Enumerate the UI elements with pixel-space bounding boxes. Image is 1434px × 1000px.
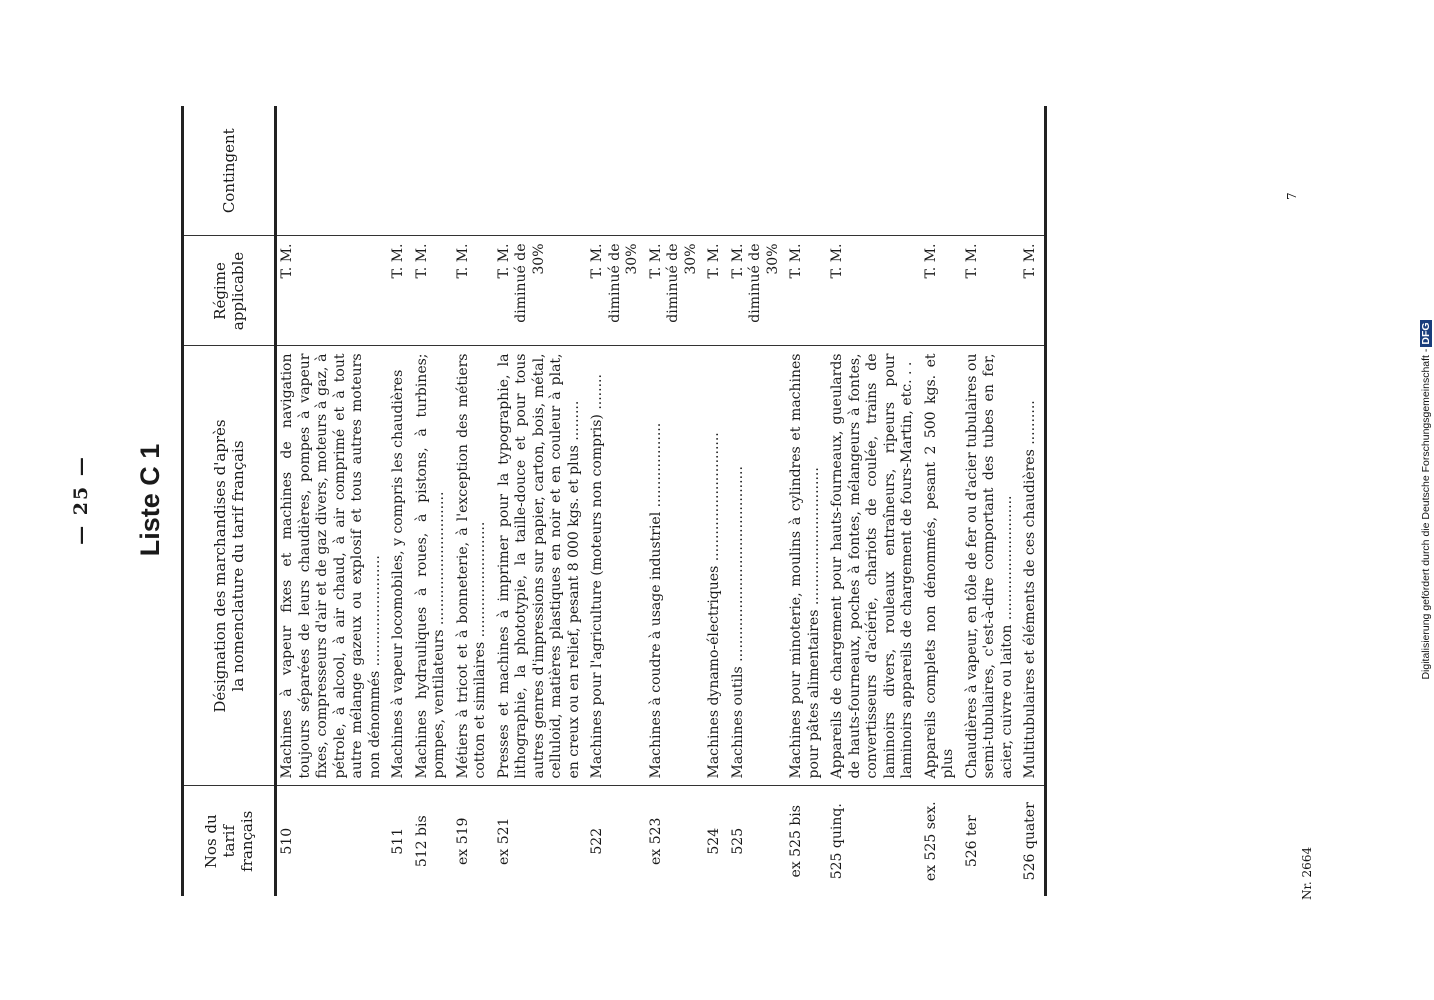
contingent-cell [728,106,787,236]
table-row [962,106,1021,896]
tariff-number-cell: 522 [589,827,605,855]
regime-cell: T. M. [786,236,827,346]
tariff-number-cell: 525 quinq. [829,803,845,880]
contingent-cell [1020,106,1045,236]
table-row [587,106,646,896]
tariff-number-cell: 525 [729,827,746,855]
regime-cell: T. M. [962,236,1021,346]
tariff-number-cell: 526 ter [963,815,980,868]
regime-cell: T. M. [412,236,453,346]
table-row [704,106,728,896]
regime-cell: T. M. [827,236,921,346]
contingent-cell [786,106,827,236]
table-row [412,106,453,896]
regime-cell: T. M. diminué de 30% [494,236,588,346]
table-row [388,106,412,896]
tariff-number-cell: 510 [279,827,295,855]
table-row [786,106,827,896]
tariff-number-cell: ex 523 [647,817,664,865]
regime-cell: T. M. [921,236,962,346]
regime-cell: T. M. diminué de 30% [646,236,705,346]
contingent-cell [921,106,962,236]
header-regime: Régime applicable [183,236,276,346]
table-row [1020,106,1045,896]
contingent-cell [962,106,1021,236]
regime-cell: T. M. [388,236,412,346]
tariff-number-cell: 526 quater [1020,786,1045,896]
designation-cell: Machines à vapeur locomobiles, y compris les chaudières [388,346,412,786]
page-title: Liste C 1 [135,443,165,557]
contingent-cell [494,106,588,236]
regime-cell: T. M. diminué de 30% [728,236,787,346]
designation-cell: Chaudières à vapeur, en tôle de fer ou d'acier tubulaires ou semi-tubulaires, c'est-à-dire comportant des tubes en fer, acier, cuivre ou laiton ............................ [962,346,1021,786]
digitization-credit: Digitalisierung gefördert durch die Deutsche Forschungsgemeinschaft -DFG [1420,322,1432,680]
contingent-cell [646,106,705,236]
tariff-number-cell: ex 521 [495,817,512,865]
header-tariff-number: Nos du tarif français [183,786,276,896]
contingent-cell [587,106,646,236]
regime-cell: T. M. [1020,236,1045,346]
designation-cell: Machines dynamo-électriques ............................. [704,346,728,786]
designation-cell: Machines à vapeur fixes et machines de navigation toujours séparées de leurs chaudières, pompes à vapeur fixes, compresseurs d'air et de gaz divers, moteurs à gaz, à pétrole, à alcool, à air chaud, à air comprimé et à tout autre mélange gazeux ou explosif et tous autres moteurs non dénommés ......................... [276,346,389,786]
regime-cell: T. M. [453,236,494,346]
tariff-number-cell: ex 525 bis [788,805,804,878]
designation-cell: Métiers à tricot et à bonneterie, à l'exception des métiers cotton et similaires .......................... [453,346,494,786]
regime-cell: T. M. [704,236,728,346]
tariff-number-cell: ex 525 sex. [922,801,939,882]
table-row [827,106,921,896]
contingent-cell [412,106,453,236]
footer-reference: Nr. 2664 [1300,846,1314,900]
page-number: — 25 — [70,455,92,545]
regime-cell: T. M. [276,236,389,346]
dfg-logo: DFG [1420,322,1432,345]
table-row [453,106,494,896]
contingent-cell [453,106,494,236]
designation-cell: Presses et machines à imprimer pour la typographie, la lithographie, la phototypie, la taille-douce et pour tous autres genres d'impressions sur papier, carton, bois, métal, celluloid, matières plastiques en noir et en couleur à plat, en creux ou en relief, pesant 8 000 kgs. et plus ......... [494,346,588,786]
table-row [728,106,787,896]
table-row [921,106,962,896]
tariff-number-cell: 524 [706,827,722,855]
header-contingent: Contingent [183,106,276,236]
contingent-cell [827,106,921,236]
designation-cell: Appareils complets non dénommés, pesant 2 500 kgs. et plus [921,346,962,786]
designation-cell: Machines à coudre à usage industriel ................... [646,346,705,786]
designation-cell: Multitubulaires et éléments de ces chaudières .......... [1020,346,1045,786]
table-row [276,106,389,896]
designation-cell: Machines hydrauliques à roues, à pistons, à turbines; pompes, ventilateurs .............................. [412,346,453,786]
designation-cell: Machines outils ............................................ [728,346,787,786]
regime-cell: T. M. diminué de 30% [587,236,646,346]
tariff-number-cell: ex 519 [454,817,471,865]
designation-cell: Machines pour l'agriculture (moteurs non compris) ........ [587,346,646,786]
tariff-number-cell: 512 bis [413,815,430,868]
header-designation: Désignation des marchandises d'après la nomenclature du tarif français [183,346,276,786]
contingent-cell [388,106,412,236]
contingent-cell [704,106,728,236]
footer-mark: 7 [1285,192,1299,200]
contingent-cell [276,106,389,236]
table-row [494,106,588,896]
table-row [646,106,705,896]
table-header-row [183,106,276,896]
designation-cell: Appareils de chargement pour hauts-fourneaux, gueulards de hauts-fourneaux, poches à fontes, mélangeurs à fontes, convertisseurs d'aciérie, chariots de coulée, trains de laminoirs divers, rouleaux entraîneurs, ripeurs pour laminoirs appareils de chargement de fours-Martin, etc. . . [827,346,921,786]
tariff-number-cell: 511 [390,827,406,855]
designation-cell: Machines pour minoterie, moulins à cylindres et machines pour pâtes alimentaires ............................... [786,346,827,786]
tariff-table [181,106,1047,896]
